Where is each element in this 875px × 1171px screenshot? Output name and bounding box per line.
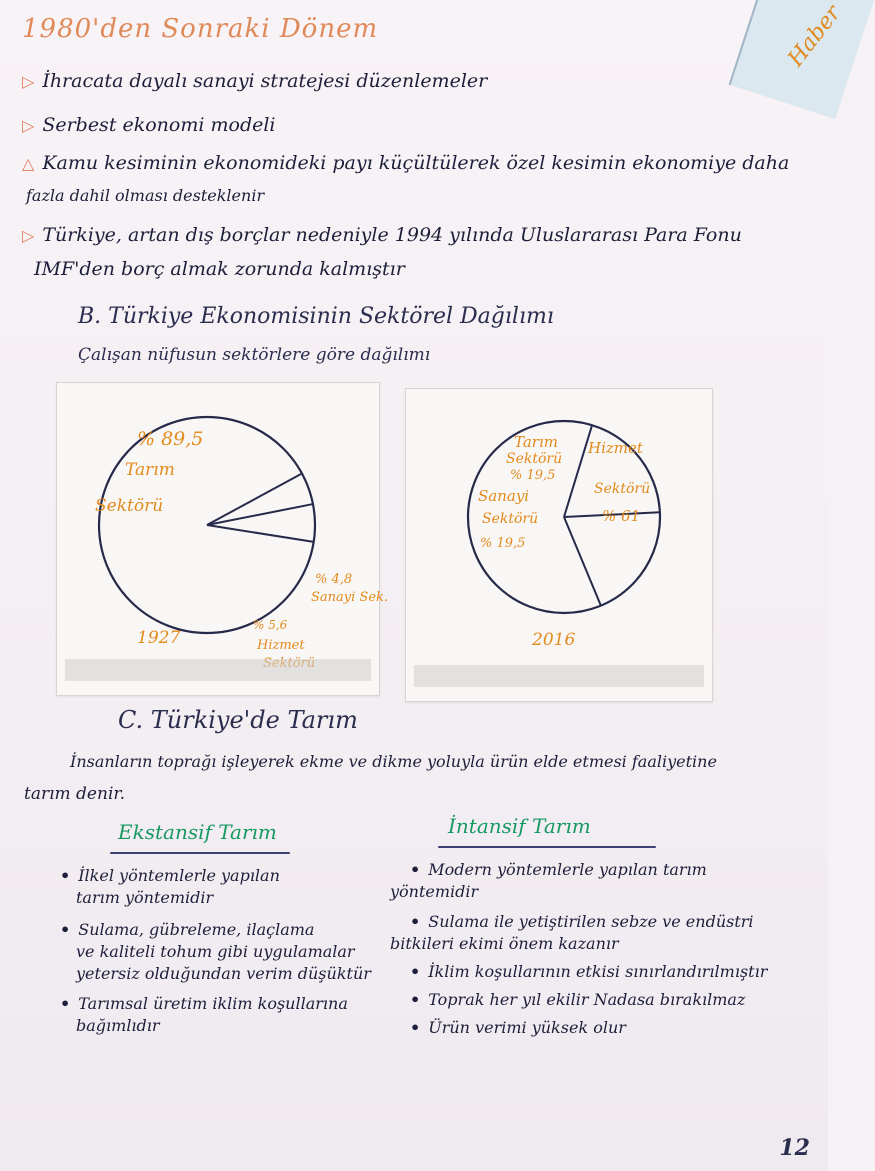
- bullet-dot-icon: •: [60, 994, 71, 1013]
- bullet-dot-icon: •: [60, 920, 71, 939]
- list-item-text: İklim koşullarının etkisi sınırlandırılmıştır: [428, 962, 768, 981]
- extensive-heading: Ekstansif Tarım: [118, 820, 277, 844]
- corner-label: Haber: [783, 1, 847, 72]
- triangle-bullet-icon: ▷: [22, 226, 35, 245]
- list-item-text: İlkel yöntemlerle yapılan: [78, 866, 280, 885]
- pie-slice-label: Tarım: [125, 460, 175, 480]
- list-item-line: [390, 934, 619, 953]
- pie-slice-label: % 5,6: [253, 618, 288, 632]
- pie-slice-label: Sektörü: [95, 496, 164, 516]
- chart-year-label: 2016: [532, 630, 576, 650]
- chart-year-label: 1927: [137, 628, 181, 648]
- bullet-dot-icon: •: [410, 962, 421, 981]
- bullet-3: △ Kamu kesiminin ekonomideki payı küçültülerek özel kesimin ekonomiye daha: [22, 152, 790, 174]
- pie-slice-label: % 4,8: [315, 572, 353, 587]
- page-number: 12: [779, 1135, 810, 1161]
- list-item-text: Modern yöntemlerle yapılan tarım: [428, 860, 707, 879]
- section-c-intro: İnsanların toprağı işleyerek ekme ve dikme yoluyla ürün elde etmesi faaliyetine: [70, 752, 717, 771]
- pie-1927-svg: [57, 383, 389, 695]
- list-item-line: [410, 860, 707, 879]
- list-item-text: bitkileri ekimi önem kazanır: [390, 934, 619, 953]
- underline: [438, 846, 656, 848]
- pie-slice-label: Sektörü: [482, 511, 539, 527]
- list-item-text: yöntemidir: [390, 882, 479, 901]
- pie-slice-boundary: [564, 517, 601, 606]
- bullet-3-cont: fazla dahil olması desteklenir: [26, 186, 265, 205]
- pie-slice-label: Hizmet: [588, 439, 643, 457]
- list-item-text: Tarımsal üretim iklim koşullarına: [78, 994, 348, 1013]
- intensive-heading: İntansif Tarım: [448, 814, 591, 838]
- pie-slice-label: % 19,5: [480, 536, 526, 551]
- list-item-text: yetersiz olduğundan verim düşüktür: [76, 964, 371, 983]
- list-item-line: [60, 866, 280, 885]
- pie-slice-label: Sektörü: [594, 481, 651, 497]
- list-item-text: ve kaliteli tohum gibi uygulamalar: [76, 942, 355, 961]
- bullet-1: ▷ İhracata dayalı sanayi stratejesi düzenlemeler: [22, 70, 488, 92]
- pie-slice-label: Sanayi: [478, 487, 530, 505]
- pie-slice-label: Sanayi Sek.: [311, 590, 389, 605]
- bullet-4-cont: IMF'den borç almak zorunda kalmıştır: [34, 258, 405, 280]
- section-c-intro-cont: tarım denir.: [24, 784, 126, 804]
- bullet-dot-icon: •: [410, 1018, 421, 1037]
- section-c-title: C. Türkiye'de Tarım: [118, 706, 358, 734]
- list-item-line: [410, 912, 754, 931]
- pie-2016-svg: [406, 389, 712, 701]
- list-item-line: [76, 964, 371, 983]
- page-title: 1980'den Sonraki Dönem: [22, 14, 379, 44]
- list-item-line: [60, 920, 314, 939]
- pie-slice-label: % 89,5: [137, 428, 204, 450]
- triangle-bullet-icon: ▷: [22, 116, 35, 135]
- bullet-4: ▷ Türkiye, artan dış borçlar nedeniyle 1994 yılında Uluslararası Para Fonu: [22, 224, 742, 246]
- pie-slice-label: Tarım: [514, 433, 558, 451]
- corner-sticker: [729, 0, 875, 119]
- section-b-subtitle: Çalışan nüfusun sektörlere göre dağılımı: [78, 345, 431, 365]
- pie-chart-2016: [405, 388, 713, 702]
- list-item-text: Toprak her yıl ekilir Nadasa bırakılmaz: [428, 990, 746, 1009]
- watermark-band: [65, 659, 371, 681]
- list-item-line: [60, 994, 348, 1013]
- list-item-line: [410, 962, 767, 981]
- pie-slice-boundary: [207, 525, 314, 542]
- bullet-dot-icon: •: [410, 990, 421, 1009]
- pie-slice-label: % 61: [602, 507, 641, 525]
- list-item-line: [76, 942, 355, 961]
- list-item-text: Sulama ile yetiştirilen sebze ve endüstri: [428, 912, 754, 931]
- triangle-bullet-icon: ▷: [22, 72, 35, 91]
- bullet-dot-icon: •: [410, 860, 421, 879]
- watermark-band: [414, 665, 704, 687]
- bullet-dot-icon: •: [410, 912, 421, 931]
- list-item-line: [410, 990, 745, 1009]
- pie-slice-label: Hizmet: [257, 638, 305, 653]
- section-b-title: B. Türkiye Ekonomisinin Sektörel Dağılımı: [78, 304, 554, 329]
- pie-slice-label: Sektörü: [506, 451, 563, 467]
- list-item-text: bağımlıdır: [76, 1016, 160, 1035]
- pie-slice-boundary: [207, 474, 302, 525]
- pie-slice-label: % 19,5: [510, 468, 556, 483]
- list-item-line: [390, 882, 478, 901]
- list-item-text: Ürün verimi yüksek olur: [428, 1018, 626, 1037]
- list-item-line: [76, 1016, 160, 1035]
- underline: [110, 852, 290, 854]
- list-item-line: [410, 1018, 626, 1037]
- list-item-text: tarım yöntemidir: [76, 888, 214, 907]
- pie-chart-1927: [56, 382, 389, 696]
- triangle-bullet-icon: △: [22, 154, 35, 173]
- bullet-2: ▷ Serbest ekonomi modeli: [22, 114, 276, 136]
- bullet-dot-icon: •: [60, 866, 71, 885]
- list-item-line: [76, 888, 213, 907]
- list-item-text: Sulama, gübreleme, ilaçlama: [78, 920, 315, 939]
- pie-slice-boundary: [207, 504, 313, 525]
